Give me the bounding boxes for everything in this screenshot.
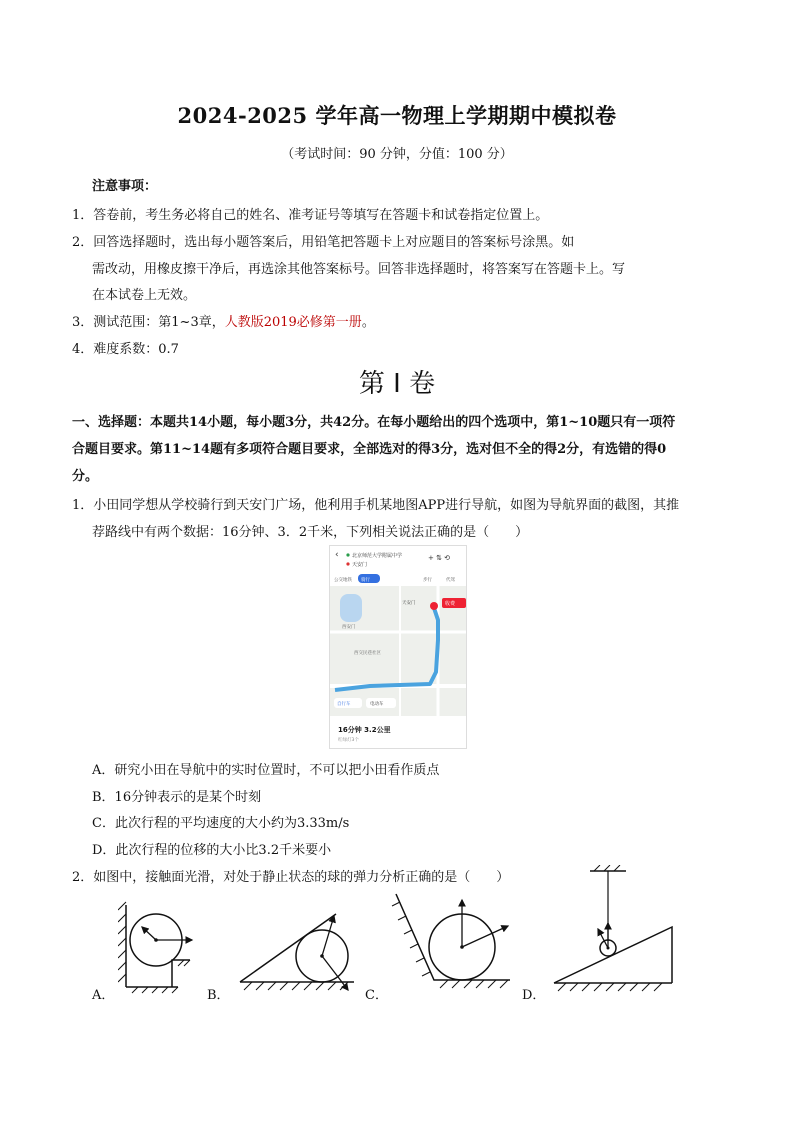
tab-transit: 公交地铁 — [334, 578, 352, 583]
diagram-c-vgroove-ball — [390, 890, 530, 995]
q1-option-a: A．研究小田在导航中的实时位置时，不可以把小田看作质点 — [92, 763, 440, 778]
note-item-4: 4．难度系数：0.7 — [72, 342, 179, 357]
diagram-a-wall-step-ball — [118, 900, 198, 995]
destination-label: 天安门 — [352, 562, 368, 568]
route-sub: 红绿灯3个 — [338, 738, 359, 743]
note-item-2-cont: 需改动，用橡皮擦干净后，再选涂其他答案标号。回答非选择题时，将答案写在答题卡上。写 — [92, 262, 626, 277]
diagram-b-incline-ball — [236, 900, 361, 995]
diagram-c-label: C． — [365, 988, 388, 1003]
note-item-2: 2．回答选择题时，选出每小题答案后，用铅笔把答题卡上对应题目的答案标号涂黑。如 — [72, 235, 575, 250]
section-instructions: 一、选择题：本题共14小题，每小题3分，共42分。在每小题给出的四个选项中，第1~10题只有一项符 — [72, 415, 676, 430]
tab-driver: 代驾 — [446, 578, 455, 583]
toll-flag: 收费 — [445, 601, 456, 607]
map-label-community: 西交民巷社区 — [354, 651, 381, 656]
origin-label: 北京师范大学附属中学 — [352, 553, 403, 559]
map-label-xianmen: 西安门 — [342, 625, 356, 630]
notes-heading: 注意事项： — [92, 179, 158, 194]
q1-option-c: C．此次行程的平均速度的大小约为3.33m/s — [92, 816, 350, 831]
section-instructions: 分。 — [72, 469, 99, 484]
question-2-stem: 2．如图中，接触面光滑，对处于静止状态的球的弹力分析正确的是（ ） — [72, 870, 510, 885]
section-instructions: 合题目要求。第11~14题有多项符合题目要求，全部选对的得3分，选对但不全的得2分，有选错的得0 — [72, 442, 667, 457]
textbook-highlight: 人教版2019必修第一册 — [224, 315, 362, 330]
exam-info: （考试时间：90 分钟，分值：100 分） — [281, 147, 513, 162]
q1-option-d: D．此次行程的位移的大小比3.2千米要小 — [92, 843, 332, 858]
note-item-3: 3．测试范围：第1~3章，人教版2019必修第一册。 — [72, 315, 375, 330]
navigation-screenshot — [329, 545, 467, 749]
back-icon: ‹ — [335, 550, 339, 560]
map-label-tiananmen: 天安门 — [402, 601, 416, 606]
plus-icon: + ⇅ ⟲ — [428, 554, 451, 562]
question-1-stem: 荐路线中有两个数据：16分钟、3．2千米，下列相关说法正确的是（ ） — [92, 525, 529, 540]
note-item-2-cont: 在本试卷上无效。 — [92, 288, 197, 303]
diagram-d-label: D． — [522, 988, 546, 1003]
diagram-a-label: A． — [92, 988, 115, 1003]
tab-cycling: 骑行 — [361, 578, 370, 583]
page-title: 2024-2025 学年高一物理上学期期中模拟卷 — [177, 103, 617, 128]
mode-bike: 自行车 — [337, 702, 351, 707]
route-summary: 16分钟 3.2公里 — [338, 726, 391, 734]
volume-title: 第 I 卷 — [358, 369, 436, 399]
diagram-b-label: B． — [207, 988, 230, 1003]
q1-option-b: B．16分钟表示的是某个时刻 — [92, 790, 262, 805]
mode-ebike: 电动车 — [370, 702, 384, 707]
question-1-stem: 1．小田同学想从学校骑行到天安门广场，他利用手机某地图APP进行导航，如图为导航界面的截图，其推 — [72, 498, 680, 513]
diagram-d-hanging-ball-incline — [550, 865, 680, 995]
tab-walking: 步行 — [423, 578, 432, 583]
note-item-1: 1．答卷前，考生务必将自己的姓名、准考证号等填写在答题卡和试卷指定位置上。 — [72, 208, 549, 223]
